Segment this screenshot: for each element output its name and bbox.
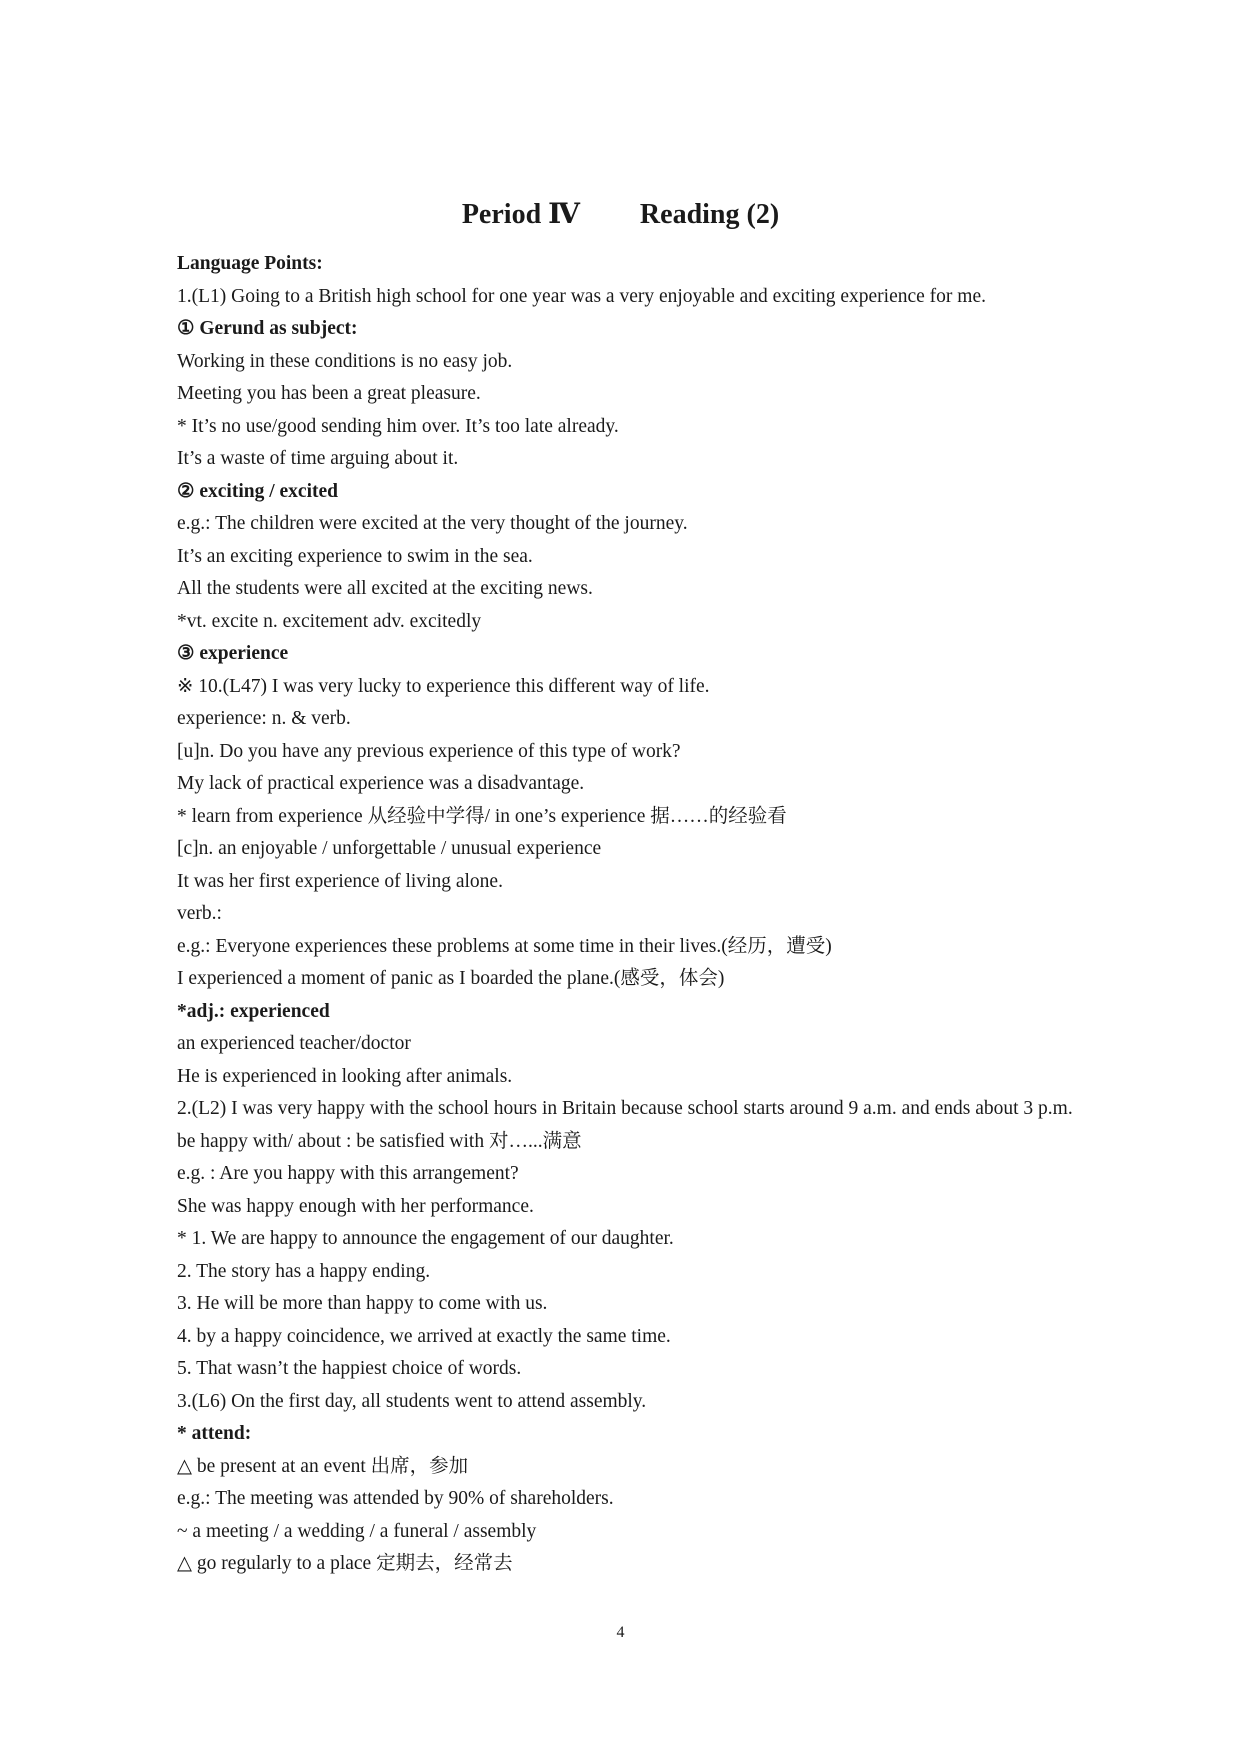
text-line: 2. The story has a happy ending. [177,1260,431,1282]
text-line: Meeting you has been a great pleasure. [177,383,481,404]
text-line: e.g.: Everyone experiences these problems at some time in their lives.(经历，遭受) [177,935,832,957]
text-line: be happy with/ about : be satisfied with 对…...满意 [177,1130,582,1152]
text-line: e.g. : Are you happy with this arrangement? [177,1163,519,1184]
text-line: It’s an exciting experience to swim in the sea. [177,545,533,567]
document-body [177,248,1137,1581]
section-heading: ③ experience [177,643,289,664]
text-line: I experienced a moment of panic as I boarded the plane.(感受，体会) [177,968,725,989]
text-line: It’s a waste of time arguing about it. [177,448,459,469]
title-reading: Reading (2) [639,199,780,230]
text-line: 4. by a happy coincidence, we arrived at exactly the same time. [177,1325,671,1347]
text-line: e.g.: The children were excited at the very thought of the journey. [177,513,688,534]
text-line: e.g.: The meeting was attended by 90% of shareholders. [177,1488,614,1509]
page-number: 4 [616,1624,625,1641]
title-period: Period Ⅳ [461,199,580,230]
section-heading: ② exciting / excited [177,480,338,502]
text-line: [c]n. an enjoyable / unforgettable / unusual experience [177,838,602,859]
text-line: experience: n. & verb. [177,708,351,729]
text-line: 3.(L6) On the first day, all students went to attend assembly. [177,1390,647,1412]
section-heading: ① Gerund as subject: [177,318,358,339]
text-line: * 1. We are happy to announce the engagement of our daughter. [177,1228,674,1249]
text-line: ※ 10.(L47) I was very lucky to experience this different way of life. [177,675,710,697]
text-line: * learn from experience 从经验中学得/ in one’s experience 据……的经验看 [177,805,787,827]
text-line: an experienced teacher/doctor [177,1033,411,1054]
text-line: * It’s no use/good sending him over. It’s too late already. [177,415,619,437]
text-line: She was happy enough with her performance. [177,1195,534,1217]
text-line: It was her first experience of living alone. [177,870,503,892]
text-line: All the students were all excited at the exciting news. [177,578,593,599]
text-line: *vt. excite n. excitement adv. excitedly [177,610,482,632]
text-line: △ be present at an event 出席，参加 [177,1455,469,1477]
text-line: △ go regularly to a place 定期去，经常去 [177,1553,513,1574]
text-line: 1.(L1) Going to a British high school for one year was a very enjoyable and exciting experience for me. [177,285,986,307]
page-title [0,195,1241,235]
text-line: He is experienced in looking after animals. [177,1065,513,1087]
text-line: My lack of practical experience was a disadvantage. [177,773,585,794]
text-line: verb.: [177,903,222,924]
section-heading: Language Points: [177,253,323,274]
section-heading: * attend: [177,1423,252,1444]
text-line: 5. That wasn’t the happiest choice of words. [177,1358,522,1379]
text-line: 2.(L2) I was very happy with the school hours in Britain because school starts around 9 a.m. and ends about 3 p.m. [177,1098,1073,1119]
text-line: Working in these conditions is no easy job. [177,350,513,372]
text-line: ~ a meeting / a wedding / a funeral / assembly [177,1520,537,1542]
section-heading: *adj.: experienced [177,1000,330,1022]
text-line: [u]n. Do you have any previous experience of this type of work? [177,740,681,762]
text-line: 3. He will be more than happy to come with us. [177,1293,548,1314]
